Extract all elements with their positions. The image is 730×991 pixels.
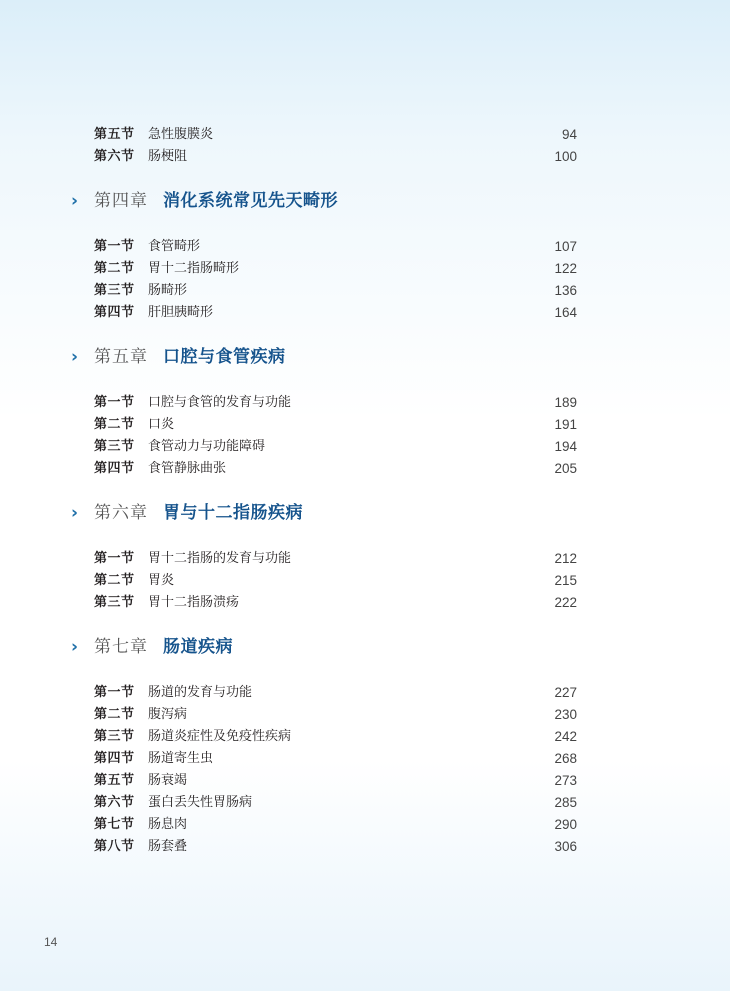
section-title: 肠道炎症性及免疫性疾病 [148,729,292,744]
section-number: 第一节 [94,685,135,700]
toc-entry[interactable] [0,748,730,770]
toc-entry[interactable] [0,570,730,592]
section-number: 第四节 [94,751,135,766]
section-title: 肠道寄生虫 [148,751,214,766]
section-number: 第四节 [94,305,135,320]
chevron-right-icon: › [71,191,79,211]
toc-entry[interactable] [0,458,730,480]
section-title: 肠道的发育与功能 [148,685,253,700]
section-number: 第五节 [94,773,135,788]
section-number: 第六节 [94,795,135,810]
section-title: 胃十二指肠的发育与功能 [148,551,292,566]
toc-entry[interactable] [0,414,730,436]
chapter-title: 胃与十二指肠疾病 [163,503,303,523]
chapter-number: 第四章 [94,191,148,211]
toc-entry[interactable] [0,770,730,792]
chapter-title: 消化系统常见先天畸形 [163,191,338,211]
section-page: 230 [554,707,577,722]
section-page: 268 [554,751,577,766]
toc-entry[interactable] [0,280,730,302]
toc-entry[interactable] [0,548,730,570]
toc-entry[interactable] [0,146,730,168]
chapter-number: 第七章 [94,637,148,657]
section-page: 189 [554,395,577,410]
section-page: 136 [554,283,577,298]
section-title: 肠息肉 [148,817,188,832]
section-number: 第三节 [94,729,135,744]
section-title: 口炎 [148,417,175,432]
chapter-heading-7[interactable] [0,632,730,662]
section-number: 第四节 [94,461,135,476]
chapter-heading-4[interactable] [0,186,730,216]
chapter-title: 口腔与食管疾病 [163,347,286,367]
section-title: 肠衰竭 [148,773,188,788]
section-title: 胃十二指肠畸形 [148,261,240,276]
section-page: 215 [554,573,577,588]
toc-entry[interactable] [0,392,730,414]
section-page: 94 [561,127,577,142]
toc-entry[interactable] [0,836,730,858]
section-number: 第三节 [94,439,135,454]
section-number: 第八节 [94,839,135,854]
chapter-heading-5[interactable] [0,342,730,372]
section-number: 第三节 [94,595,135,610]
section-number: 第七节 [94,817,135,832]
toc-entry[interactable] [0,124,730,146]
page-number: 14 [44,935,58,949]
section-title: 急性腹膜炎 [148,127,214,142]
section-page: 212 [554,551,577,566]
section-title: 食管静脉曲张 [148,461,227,476]
toc-entry[interactable] [0,302,730,324]
chapter-title: 肠道疾病 [163,637,233,657]
toc-entry[interactable] [0,236,730,258]
toc-entry[interactable] [0,726,730,748]
toc-entry[interactable] [0,814,730,836]
section-title: 胃十二指肠溃疡 [148,595,240,610]
section-number: 第一节 [94,239,135,254]
table-of-contents [0,124,730,858]
section-page: 191 [554,417,577,432]
chapter-heading-6[interactable] [0,498,730,528]
section-title: 胃炎 [148,573,175,588]
section-title: 食管畸形 [148,239,201,254]
section-title: 肝胆胰畸形 [148,305,214,320]
section-title: 肠畸形 [148,283,188,298]
section-page: 290 [554,817,577,832]
section-page: 242 [554,729,577,744]
section-page: 100 [554,149,577,164]
chapter-number: 第五章 [94,347,148,367]
section-page: 194 [554,439,577,454]
chapter-6-sections [0,548,730,614]
section-number: 第五节 [94,127,135,142]
toc-entry[interactable] [0,592,730,614]
chapter-5-sections [0,392,730,480]
section-page: 107 [554,239,577,254]
section-number: 第三节 [94,283,135,298]
toc-entry[interactable] [0,704,730,726]
section-number: 第二节 [94,707,135,722]
section-title: 肠套叠 [148,839,188,854]
section-number: 第一节 [94,395,135,410]
section-page: 273 [554,773,577,788]
intro-section-list [0,124,730,168]
section-page: 122 [554,261,577,276]
toc-entry[interactable] [0,792,730,814]
toc-entry[interactable] [0,682,730,704]
section-number: 第一节 [94,551,135,566]
section-number: 第二节 [94,261,135,276]
section-page: 205 [554,461,577,476]
chevron-right-icon: › [71,347,79,367]
section-number: 第六节 [94,149,135,164]
section-page: 222 [554,595,577,610]
section-page: 164 [554,305,577,320]
chapter-number: 第六章 [94,503,148,523]
section-number: 第二节 [94,417,135,432]
chapter-7-sections [0,682,730,858]
toc-entry[interactable] [0,258,730,280]
chapter-4-sections [0,236,730,324]
section-title: 肠梗阻 [148,149,188,164]
section-number: 第二节 [94,573,135,588]
section-title: 食管动力与功能障碍 [148,439,266,454]
toc-entry[interactable] [0,436,730,458]
chevron-right-icon: › [71,503,79,523]
section-title: 口腔与食管的发育与功能 [148,395,292,410]
section-page: 285 [554,795,577,810]
section-title: 腹泻病 [148,707,188,722]
section-page: 306 [554,839,577,854]
section-page: 227 [554,685,577,700]
chevron-right-icon: › [71,637,79,657]
section-title: 蛋白丢失性胃肠病 [148,795,253,810]
